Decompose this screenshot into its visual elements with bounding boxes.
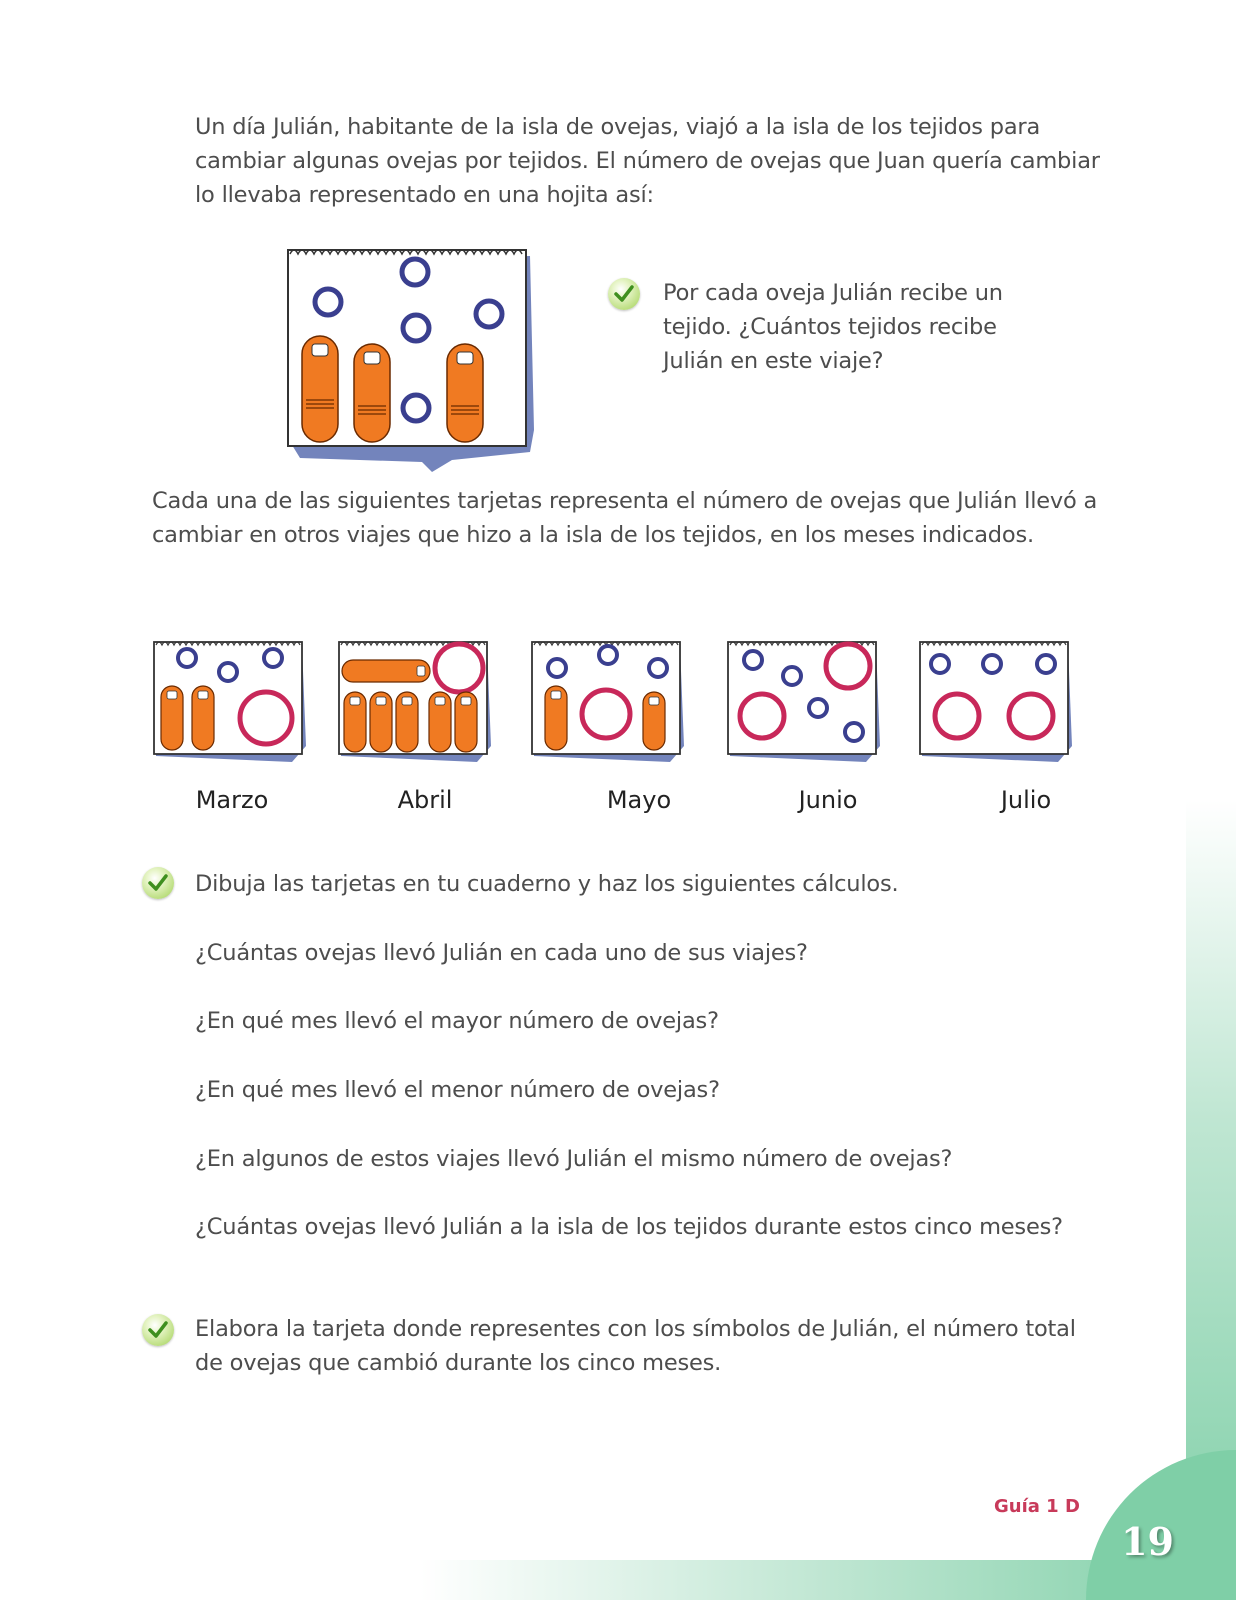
check-icon [608,278,640,310]
cards-intro-line-1: Cada una de las siguientes tarjetas representa el número de ovejas que Julián llevó a [152,488,1098,514]
intro-line-3: lo llevaba representado en una hojita así: [195,182,654,208]
month-label-julio: Julio [1000,786,1052,814]
guide-label: Guía 1 D [994,1496,1080,1517]
question-4: ¿En algunos de estos viajes llevó Julián el mismo número de ovejas? [195,1146,953,1172]
month-label-abril: Abril [397,786,453,814]
intro-paragraph [195,110,1100,212]
month-label-mayo: Mayo [606,786,672,814]
card-junio [726,636,884,772]
card-marzo [152,636,310,772]
intro-line-2: cambiar algunas ovejas por tejidos. El número de ovejas que Juan quería cambiar [195,148,1100,174]
task-2 [195,1312,1076,1380]
question-2: ¿En qué mes llevó el mayor número de ovejas? [195,1008,719,1034]
month-label-marzo: Marzo [195,786,269,814]
main-tally-card [282,240,542,480]
page-number: 19 [1121,1519,1174,1564]
question-5: ¿Cuántas ovejas llevó Julián a la isla de los tejidos durante estos cinco meses? [195,1214,1063,1240]
task-2-line-2: de ovejas que cambió durante los cinco meses. [195,1350,722,1376]
card-julio [918,636,1076,772]
task-1: Dibuja las tarjetas en tu cuaderno y haz los siguientes cálculos. [195,871,899,897]
cards-intro-paragraph [152,484,1097,552]
question-3: ¿En qué mes llevó el menor número de ovejas? [195,1077,720,1103]
question-main-line-2: tejido. ¿Cuántos tejidos recibe [663,314,997,340]
question-main-line-1: Por cada oveja Julián recibe un [663,280,1003,306]
task-2-line-1: Elabora la tarjeta donde representes con los símbolos de Julián, el número total [195,1316,1076,1342]
intro-line-1: Un día Julián, habitante de la isla de ovejas, viajó a la isla de los tejidos para [195,114,1041,140]
check-icon [142,1314,174,1346]
question-main [663,276,1003,378]
question-1: ¿Cuántas ovejas llevó Julián en cada uno de sus viajes? [195,940,808,966]
month-label-junio: Junio [798,786,858,814]
card-mayo [530,636,688,772]
card-abril [337,636,495,772]
check-icon [142,867,174,899]
question-main-line-3: Julián en este viaje? [663,348,884,374]
cards-intro-line-2: cambiar en otros viajes que hizo a la isla de los tejidos, en los meses indicados. [152,522,1034,548]
